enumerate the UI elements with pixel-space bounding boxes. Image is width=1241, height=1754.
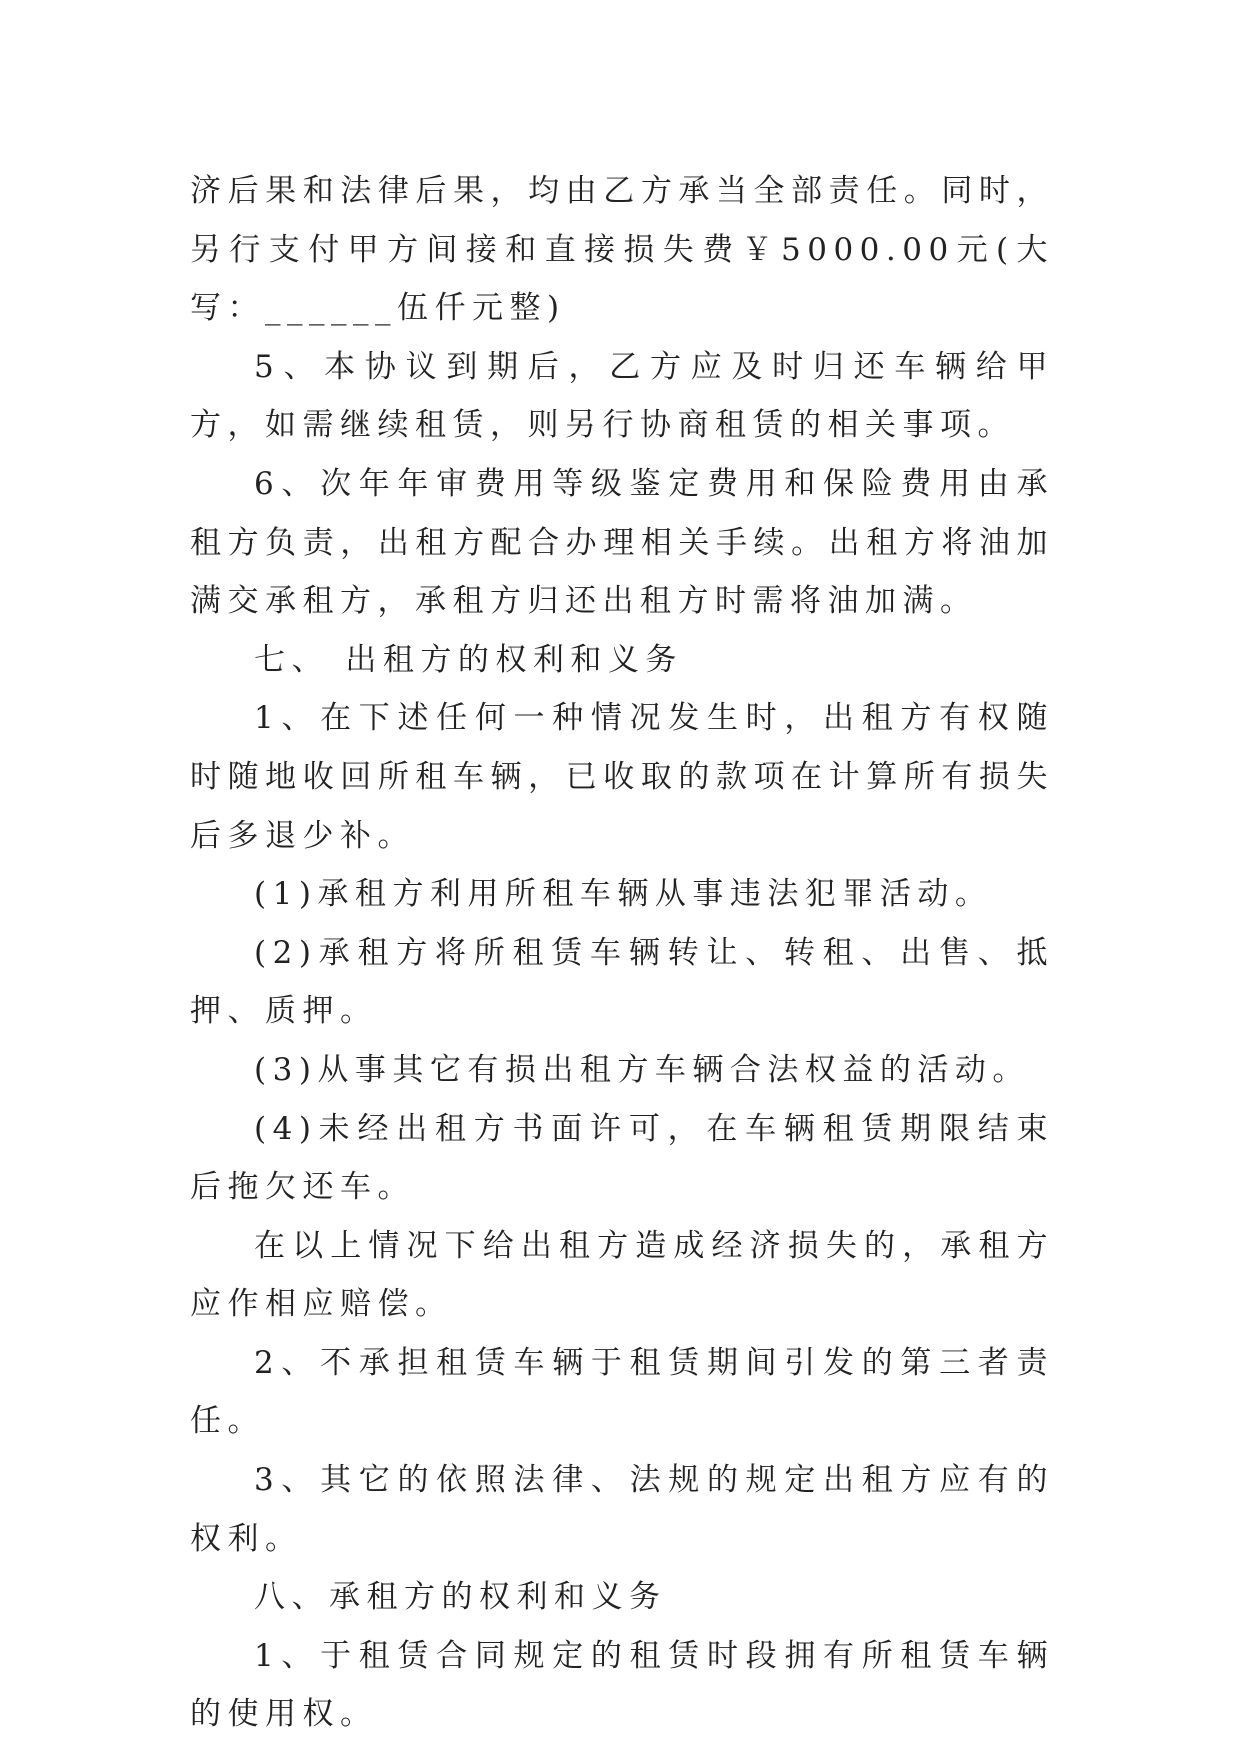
paragraph-lessee-1: 1、于租赁合同规定的租赁时段拥有所租赁车辆的使用权。 (190, 1637, 1054, 1733)
paragraph-item-3: (3)从事其它有损出租方车辆合法权益的活动。 (254, 1051, 1030, 1088)
document-body (190, 162, 1054, 1744)
paragraph-compensation: 在以上情况下给出租方造成经济损失的，承租方应作相应赔偿。 (190, 1227, 1054, 1323)
paragraph-clause-5: 5、本协议到期后，乙方应及时归还车辆给甲方，如需继续租赁，则另行协商租赁的相关事项。 (190, 348, 1054, 444)
paragraph-lessor-3: 3、其它的依照法律、法规的规定出租方应有的权利。 (190, 1462, 1054, 1557)
paragraph-clause-6: 6、次年年审费用等级鉴定费用和保险费用由承租方负责，出租方配合办理相关手续。出租方将油加满交承租方，承租方归还出租方时需将油加满。 (190, 465, 1054, 620)
section-heading-8: 八、承租方的权利和义务 (254, 1579, 667, 1616)
paragraph-lessor-2: 2、不承担租赁车辆于租赁期间引发的第三者责任。 (190, 1344, 1054, 1440)
paragraph-item-2: (2)承租方将所租赁车辆转让、转租、出售、抵押、质押。 (190, 934, 1054, 1030)
paragraph-lessor-1: 1、在下述任何一种情况发生时，出租方有权随时随地收回所租车辆，已收取的款项在计算所有损失后多退少补。 (190, 700, 1054, 854)
paragraph-item-1: (1)承租方利用所租车辆从事违法犯罪活动。 (254, 876, 993, 913)
section-heading-7: 七、 出租方的权利和义务 (254, 641, 683, 678)
paragraph-item-4: (4)未经出租方书面许可，在车辆租赁期限结束后拖欠还车。 (190, 1110, 1054, 1206)
paragraph-continuation: 济后果和法律后果，均由乙方承当全部责任。同时，另行支付甲方间接和直接损失费￥5000.00元(大写：______伍仟元整) (190, 173, 1054, 327)
